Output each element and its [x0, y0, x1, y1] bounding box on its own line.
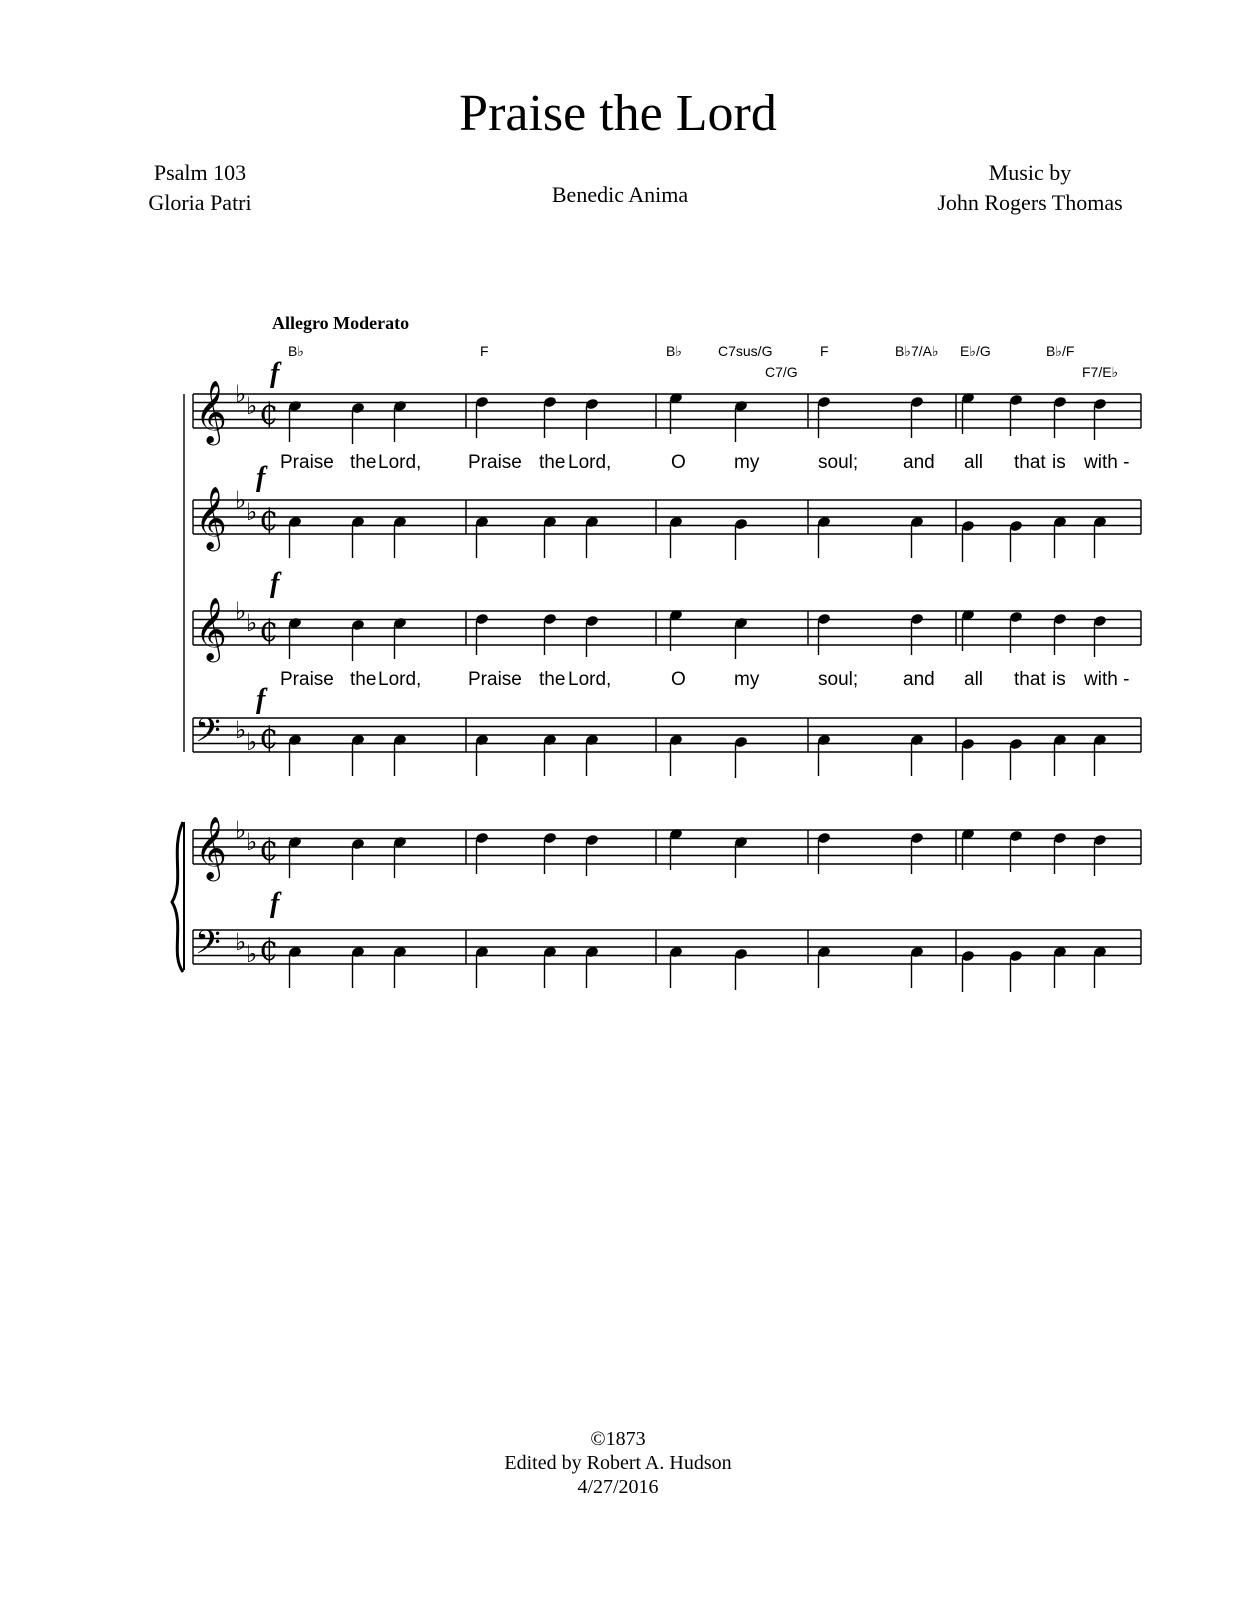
- chord-symbol: F: [480, 343, 489, 359]
- music-by-label: Music by: [988, 160, 1072, 185]
- chord-symbol: B♭/F: [1046, 343, 1075, 359]
- lyric-syllable: that: [1014, 452, 1046, 473]
- lyric-syllable: and: [903, 452, 935, 473]
- lyric-syllable: my: [734, 669, 760, 690]
- flat-icon: ♭: [246, 828, 258, 856]
- lyric-syllable: is: [1052, 452, 1066, 473]
- lyric-syllable: that: [1014, 669, 1046, 690]
- lyric-syllable: with -: [1084, 669, 1130, 690]
- lyric-syllable: Praise: [468, 669, 522, 690]
- brace-icon: [172, 822, 183, 972]
- cut-time-icon: ₵: [259, 503, 279, 538]
- lyric-syllable: Praise: [280, 669, 334, 690]
- lyric-syllable: Praise: [468, 452, 522, 473]
- flat-icon: ♭: [246, 392, 258, 420]
- psalm-label: Psalm 103: [153, 160, 247, 185]
- chord-symbol: B♭: [666, 343, 682, 359]
- flat-icon: ♭: [246, 498, 258, 526]
- treble-clef-icon: 𝄞: [195, 380, 227, 443]
- chord-symbol: C7sus/G: [718, 343, 773, 359]
- cut-time-icon: ₵: [259, 397, 279, 432]
- treble-clef-icon: 𝄞: [195, 597, 227, 660]
- treble-clef-icon: 𝄞: [195, 816, 227, 879]
- lyric-syllable: Lord,: [378, 452, 422, 473]
- editor-line: Edited by Robert A. Hudson: [504, 1452, 732, 1474]
- flat-icon: ♭: [246, 728, 258, 756]
- chord-symbol: F: [820, 343, 829, 359]
- dynamic-forte: f: [270, 568, 280, 599]
- flat-icon: ♭: [246, 940, 258, 968]
- date-line: 4/27/2016: [577, 1476, 659, 1498]
- flat-icon: ♭: [235, 928, 247, 956]
- chord-symbol: B♭7/A♭: [895, 343, 939, 359]
- cut-time-icon: ₵: [259, 721, 279, 756]
- lyric-syllable: Lord,: [568, 452, 612, 473]
- copyright-line: ©1873: [590, 1428, 646, 1450]
- lyric-syllable: Lord,: [378, 669, 422, 690]
- flat-icon: ♭: [235, 597, 247, 625]
- flat-icon: ♭: [235, 380, 247, 408]
- dynamic-forte: f: [270, 358, 280, 389]
- flat-icon: ♭: [246, 609, 258, 637]
- cut-time-icon: ₵: [259, 833, 279, 868]
- dynamic-forte: f: [270, 888, 280, 919]
- chord-symbol: B♭: [288, 343, 304, 359]
- lyric-syllable: all: [964, 669, 984, 690]
- dynamic-forte: f: [256, 684, 266, 715]
- lyric-syllable: with -: [1084, 452, 1130, 473]
- lyric-syllable: is: [1052, 669, 1066, 690]
- cut-time-icon: ₵: [259, 614, 279, 649]
- footer: [0, 1427, 1236, 1499]
- chord-symbol: F7/E♭: [1082, 364, 1119, 380]
- lyric-syllable: the: [539, 669, 566, 690]
- treble-clef-icon: 𝄞: [195, 486, 227, 549]
- lyric-syllable: O: [671, 452, 686, 473]
- lyric-syllable: soul;: [818, 669, 859, 690]
- bass-clef-icon: 𝄢: [195, 924, 221, 970]
- lyric-syllable: the: [539, 452, 566, 473]
- cut-time-icon: ₵: [259, 933, 279, 968]
- page-title: Praise the Lord: [459, 85, 777, 142]
- flat-icon: ♭: [235, 816, 247, 844]
- lyric-syllable: soul;: [818, 452, 859, 473]
- lyric-syllable: O: [671, 669, 686, 690]
- chord-symbol: C7/G: [765, 364, 798, 380]
- lyric-syllable: the: [350, 669, 377, 690]
- gloria-label: Gloria Patri: [148, 190, 252, 215]
- center-header: Benedic Anima: [551, 182, 689, 207]
- dynamic-forte: f: [256, 462, 266, 493]
- composer-name: John Rogers Thomas: [937, 190, 1123, 215]
- lyric-syllable: the: [350, 452, 377, 473]
- bass-clef-icon: 𝄢: [195, 712, 221, 758]
- lyric-syllable: Lord,: [568, 669, 612, 690]
- lyric-syllable: and: [903, 669, 935, 690]
- lyric-syllable: all: [964, 452, 984, 473]
- chord-symbol: E♭/G: [960, 343, 991, 359]
- lyric-syllable: my: [734, 452, 760, 473]
- flat-icon: ♭: [235, 486, 247, 514]
- lyric-syllable: Praise: [280, 452, 334, 473]
- flat-icon: ♭: [235, 716, 247, 744]
- tempo-marking: Allegro Moderato: [272, 313, 410, 333]
